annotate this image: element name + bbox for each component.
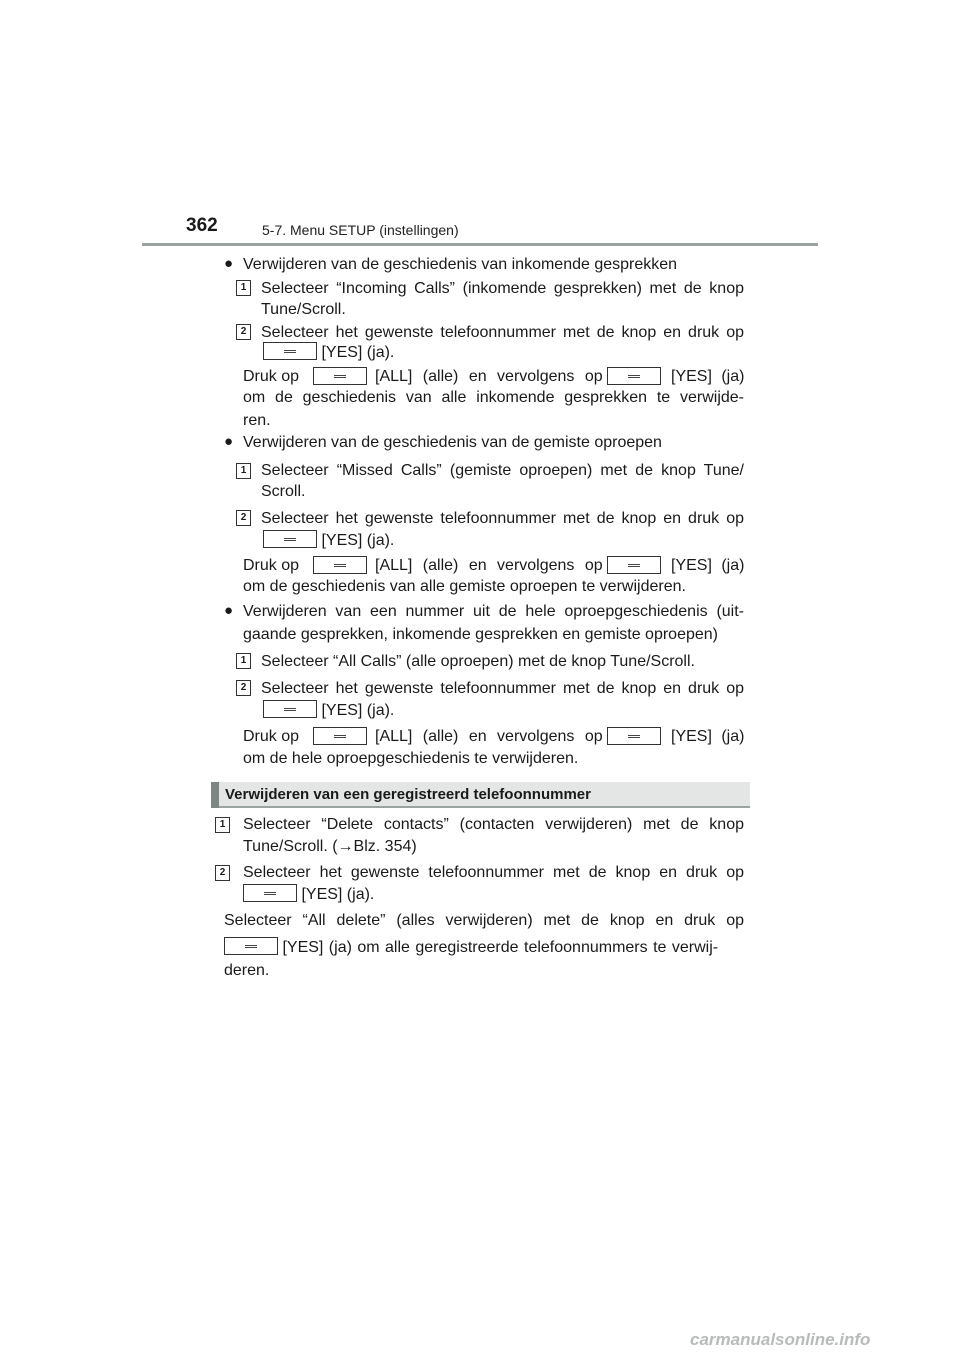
step-number-1: 1 <box>236 463 251 479</box>
note-text: ren. <box>243 412 271 429</box>
note-mid: [ALL] (alle) en vervolgens op <box>375 368 603 385</box>
step-number-2: 2 <box>236 510 251 526</box>
section-banner <box>211 782 750 808</box>
button-graphic <box>263 700 317 718</box>
note-mid: [ALL] (alle) en vervolgens op <box>375 557 603 574</box>
button-graphic <box>313 727 367 745</box>
step-text: Scroll. <box>261 483 306 500</box>
step-text: [YES] (ja). <box>301 886 375 903</box>
note-text: Selecteer “All delete” (alles verwijderen) met de knop en druk op <box>224 912 744 929</box>
note-text: om de geschiedenis van alle gemiste oproepen te verwijderen. <box>243 578 686 595</box>
button-graphic <box>607 367 661 385</box>
note-end: [YES] (ja) <box>671 557 745 574</box>
note-text: deren. <box>224 962 270 979</box>
button-graphic <box>313 556 367 574</box>
step-text: Selecteer het gewenste telefoonnummer met de knop en druk op <box>243 864 744 881</box>
step-text: Tune/Scroll. (→Blz. 354) <box>243 838 417 855</box>
page-number: 362 <box>186 215 218 236</box>
bullet-icon: ● <box>224 602 234 619</box>
header-rule <box>142 243 818 246</box>
note-text: om de geschiedenis van alle inkomende gesprekken te verwijde- <box>243 389 744 406</box>
button-graphic <box>313 367 367 385</box>
watermark: carmanualsonline.info <box>690 1330 871 1349</box>
step-number-1: 1 <box>236 280 251 296</box>
bullet-icon: ● <box>224 255 234 272</box>
step-text: [YES] (ja). <box>321 344 395 361</box>
note-mid: [ALL] (alle) en vervolgens op <box>375 728 603 745</box>
step-text: [YES] (ja). <box>321 702 395 719</box>
button-graphic <box>224 937 278 955</box>
button-graphic <box>263 530 317 548</box>
step-text: Selecteer het gewenste telefoonnummer met de knop en druk op <box>261 510 744 527</box>
step-text: Selecteer “Delete contacts” (contacten verwijderen) met de knop <box>243 816 744 833</box>
button-graphic <box>607 556 661 574</box>
bullet-title: Verwijderen van de geschiedenis van inkomende gesprekken <box>243 256 678 273</box>
note-text: om de hele oproepgeschiedenis te verwijderen. <box>243 750 579 767</box>
step-number-2: 2 <box>236 680 251 696</box>
banner-title: Verwijderen van een geregistreerd telefoonnummer <box>225 786 591 803</box>
button-graphic <box>607 727 661 745</box>
step-number-1: 1 <box>215 817 230 833</box>
step-text: Selecteer “All Calls” (alle oproepen) met de knop Tune/Scroll. <box>261 653 695 670</box>
step-text: Selecteer “Missed Calls” (gemiste oproepen) met de knop Tune/ <box>261 462 744 479</box>
step-text: Selecteer het gewenste telefoonnummer met de knop en druk op <box>261 324 744 341</box>
note-druk: Druk op <box>243 368 300 385</box>
step-number-2: 2 <box>215 865 230 881</box>
step-number-2: 2 <box>236 324 251 340</box>
button-graphic <box>243 884 297 902</box>
step-text: Selecteer het gewenste telefoonnummer met de knop en druk op <box>261 680 744 697</box>
note-end: [YES] (ja) <box>671 368 745 385</box>
note-druk: Druk op <box>243 728 300 745</box>
bullet-title: Verwijderen van een nummer uit de hele oproepgeschiedenis (uit- <box>243 603 744 620</box>
step-text: Selecteer “Incoming Calls” (inkomende gesprekken) met de knop <box>261 280 744 297</box>
bullet-title: Verwijderen van de geschiedenis van de gemiste oproepen <box>243 434 662 451</box>
button-graphic <box>263 342 317 360</box>
note-text: [YES] (ja) om alle geregistreerde telefoonnummers te verwij- <box>282 939 719 956</box>
note-druk: Druk op <box>243 557 300 574</box>
note-end: [YES] (ja) <box>671 728 745 745</box>
section-title: 5-7. Menu SETUP (instellingen) <box>262 222 459 238</box>
bullet-icon: ● <box>224 433 234 450</box>
step-text: Tune/Scroll. <box>261 301 346 318</box>
step-number-1: 1 <box>236 653 251 669</box>
step-text: [YES] (ja). <box>321 532 395 549</box>
bullet-title: gaande gesprekken, inkomende gesprekken en gemiste oproepen) <box>243 626 718 643</box>
banner-accent <box>211 782 219 808</box>
